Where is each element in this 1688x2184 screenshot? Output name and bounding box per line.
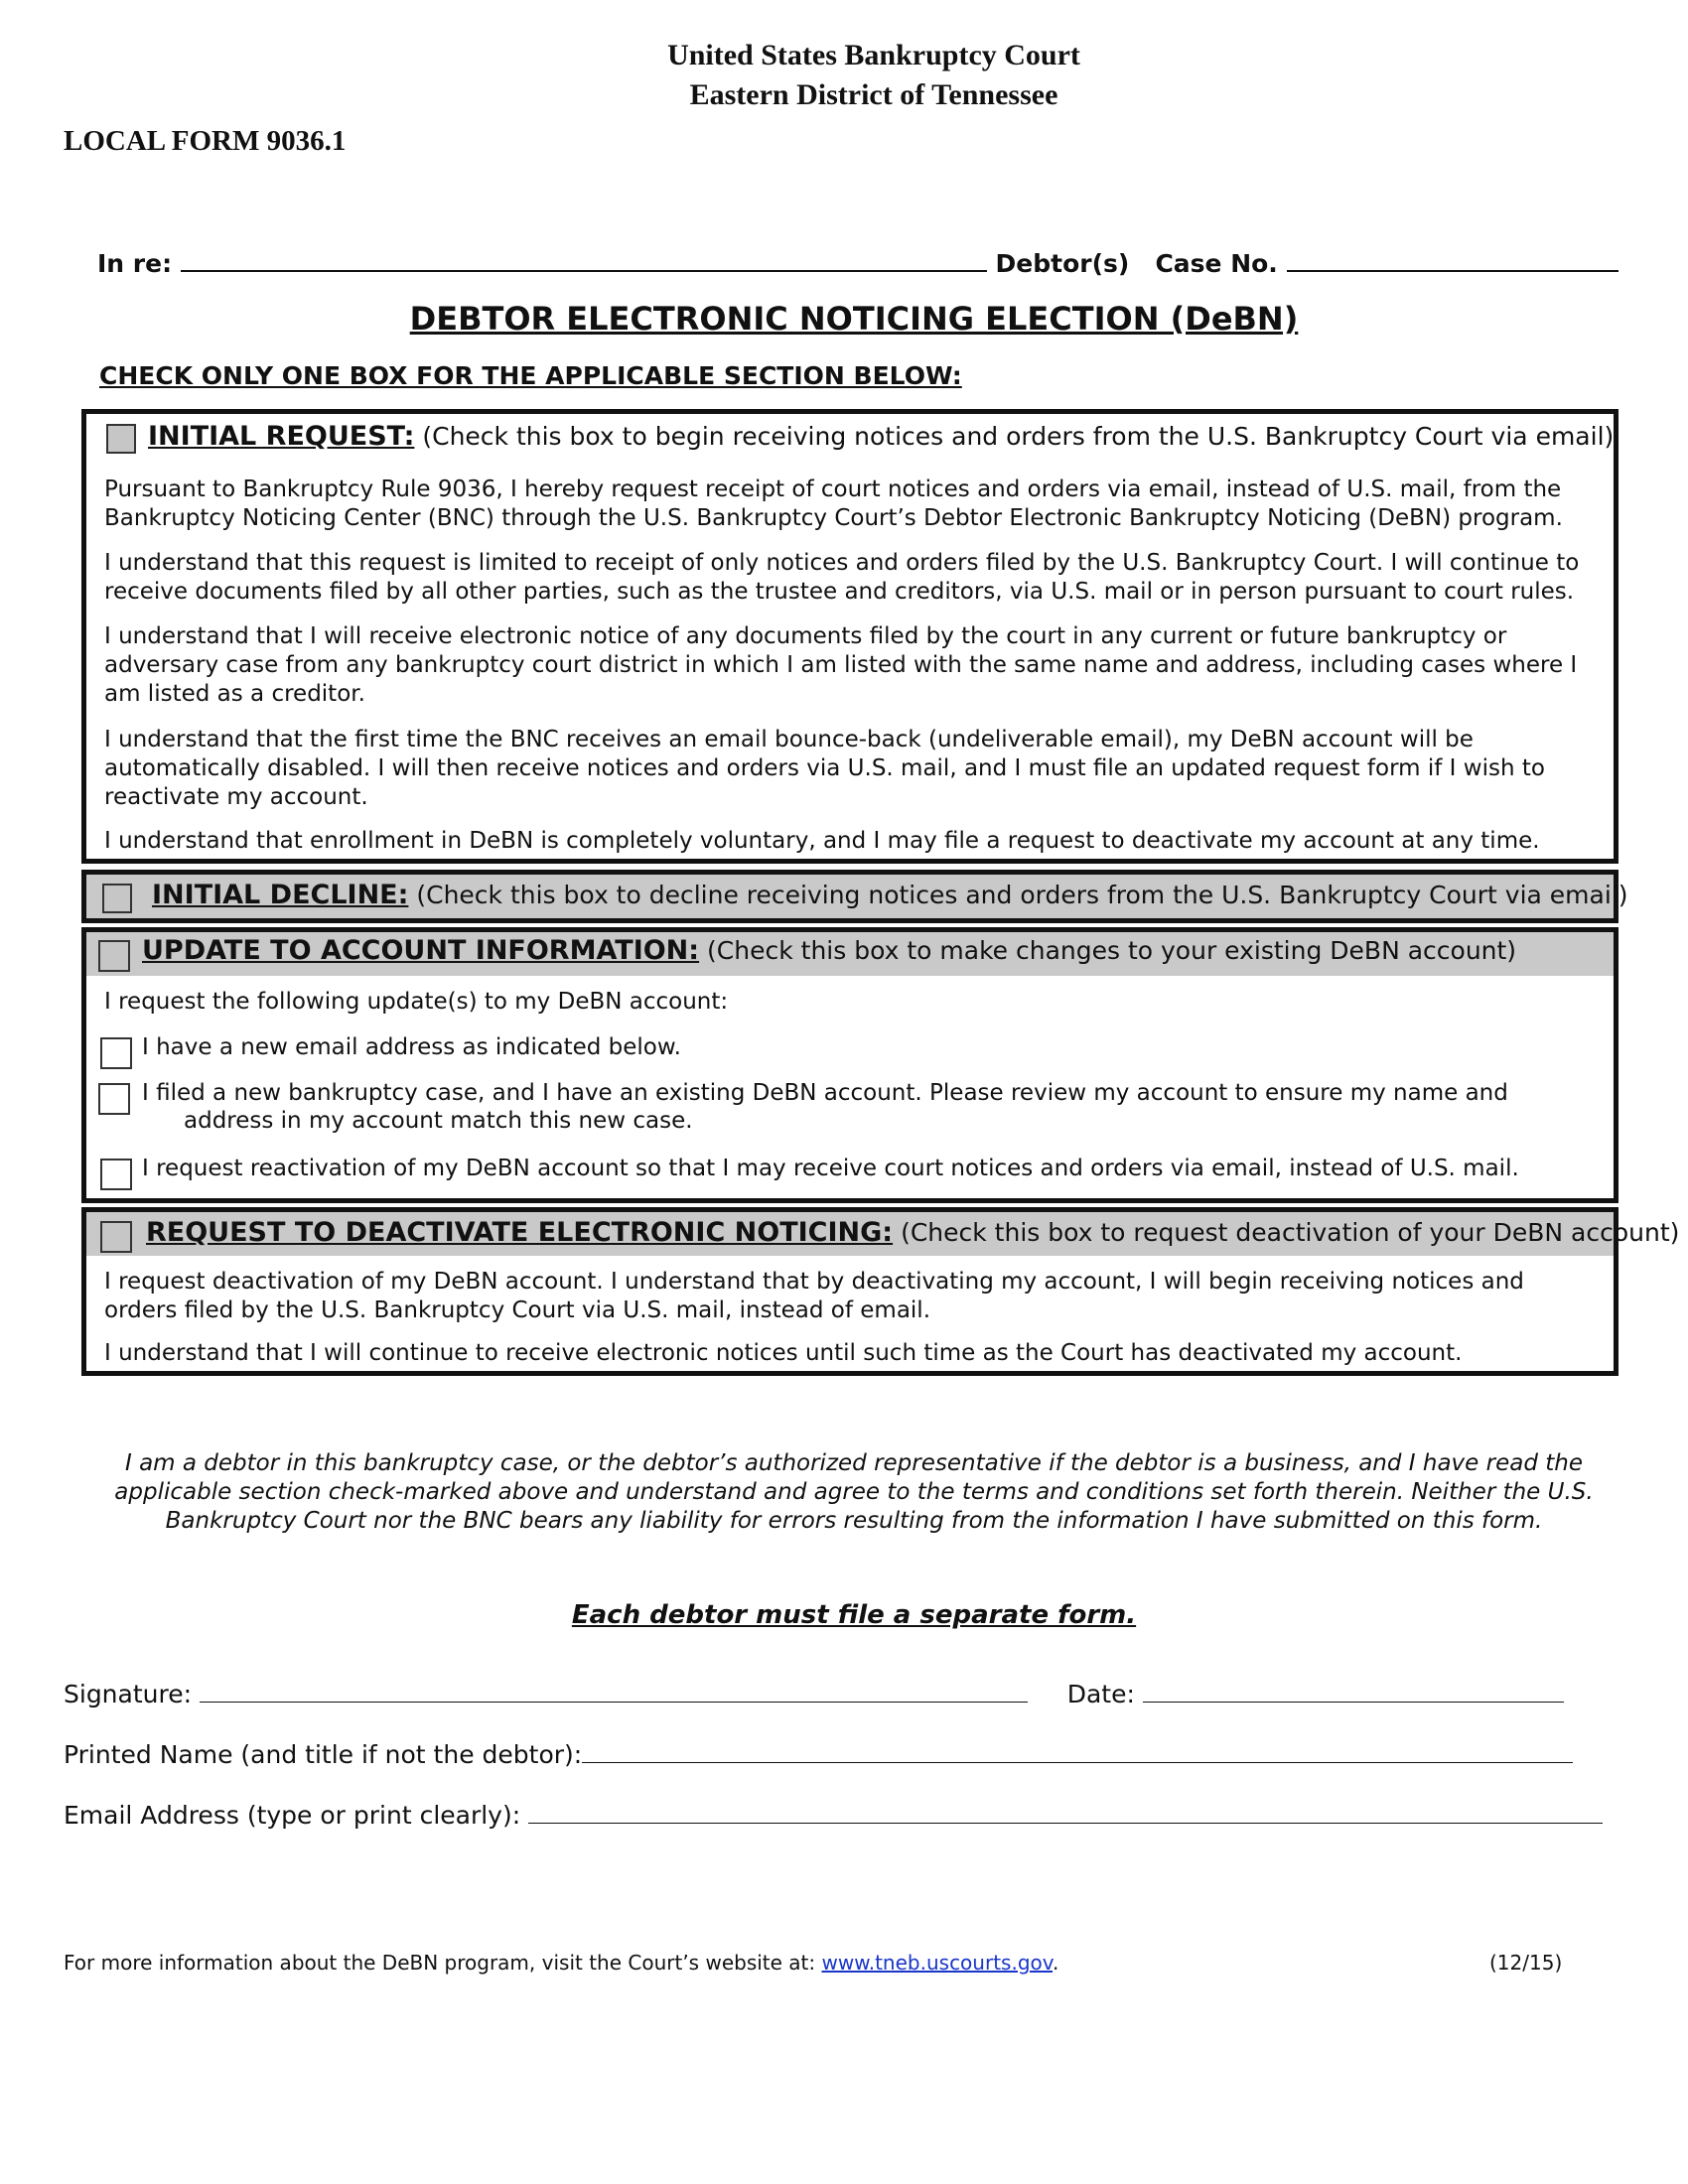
certification-statement: I am a debtor in this bankruptcy case, or the debtor’s authorized representative if the debtor is a business, and I have read the applicable section check-marked above and understand and agree to the terms and conditions set forth therein. Neither the U.S. Bankruptcy Court nor the BNC bears any liability for errors resulting from the information I have submitted on this form. — [114, 1450, 1594, 1534]
local-form-number: LOCAL FORM 9036.1 — [64, 125, 347, 157]
form-title: DEBTOR ELECTRONIC NOTICING ELECTION (DeBN) — [409, 300, 1299, 338]
each-debtor-note: Each debtor must file a separate form. — [571, 1600, 1137, 1630]
debtor-label: Debtor(s) — [995, 249, 1130, 278]
deactivate-para-1: I request deactivation of my DeBN account. I understand that by deactivating my account, I will begin receiving notices and orders filed by the U.S. Bankruptcy Court via U.S. mail, instead of email. — [104, 1269, 1524, 1323]
new-case-checkbox[interactable] — [98, 1083, 130, 1115]
new-email-checkbox[interactable] — [100, 1037, 132, 1069]
deactivate-section — [81, 1207, 1680, 1376]
initial-request-para-4: I understand that the first time the BNC receives an email bounce-back (undeliverable email), my DeBN account will be automatically disabled. I will then receive notices and orders via U.S. mail, and I must file an updated request form if I wish to reactivate my account. — [104, 727, 1545, 810]
initial-decline-note: (Check this box to decline receiving notices and orders from the U.S. Bankruptcy Court via email) — [416, 881, 1628, 909]
initial-request-header — [148, 422, 1614, 452]
case-no-label: Case No. — [1155, 249, 1278, 278]
signature-field[interactable] — [200, 1680, 1028, 1703]
new-email-option: I have a new email address as indicated below. — [142, 1034, 681, 1060]
email-field[interactable] — [528, 1801, 1603, 1824]
instruction: CHECK ONLY ONE BOX FOR THE APPLICABLE SECTION BELOW: — [99, 361, 962, 390]
revision-date: (12/15) — [1489, 1951, 1563, 1975]
deactivate-para-2: I understand that I will continue to receive electronic notices until such time as the Court has deactivated my account. — [104, 1340, 1463, 1366]
email-label: Email Address (type or print clearly): — [64, 1801, 521, 1830]
court-name: United States Bankruptcy Court — [667, 39, 1080, 71]
update-header — [142, 936, 1516, 966]
update-note: (Check this box to make changes to your existing DeBN account) — [707, 936, 1517, 965]
debtor-name-field[interactable] — [181, 244, 987, 272]
signature-label: Signature: — [64, 1680, 193, 1708]
initial-request-label: INITIAL REQUEST: — [148, 421, 415, 452]
printed-name-row — [64, 1740, 1573, 1769]
initial-decline-header — [152, 881, 1627, 910]
initial-decline-checkbox[interactable] — [102, 884, 132, 913]
initial-request-para-1: Pursuant to Bankruptcy Rule 9036, I hereby request receipt of court notices and orders via email, instead of U.S. mail, from the Bankruptcy Noticing Center (BNC) through the U.S. Bankruptcy Court’s Debtor Electronic Bankruptcy Noticing (DeBN) program. — [104, 477, 1563, 531]
signature-row — [64, 1680, 1564, 1708]
initial-request-para-2: I understand that this request is limited to receipt of only notices and orders filed by the U.S. Bankruptcy Court. I will continue to receive documents filed by all other parties, such as the trustee and creditors, via U.S. mail or in person pursuant to court rules. — [104, 550, 1580, 605]
new-case-option-line1: I filed a new bankruptcy case, and I have an existing DeBN account. Please review my account to ensure my name and — [142, 1080, 1508, 1106]
court-district: Eastern District of Tennessee — [689, 78, 1058, 111]
footer-text — [64, 1951, 1058, 1975]
footer-info: For more information about the DeBN program, visit the Court’s website at: — [64, 1951, 816, 1975]
initial-request-checkbox[interactable] — [106, 424, 136, 454]
court-website-link[interactable]: www.tneb.uscourts.gov — [821, 1951, 1054, 1975]
initial-request-section — [81, 409, 1618, 864]
reactivation-option: I request reactivation of my DeBN account so that I may receive court notices and orders via email, instead of U.S. mail. — [142, 1156, 1519, 1181]
date-label: Date: — [1066, 1680, 1135, 1708]
date-field[interactable] — [1143, 1680, 1564, 1703]
deactivate-checkbox[interactable] — [100, 1221, 132, 1253]
update-intro: I request the following update(s) to my DeBN account: — [104, 989, 729, 1015]
update-section — [81, 927, 1618, 1203]
deactivate-label: REQUEST TO DEACTIVATE ELECTRONIC NOTICING: — [146, 1217, 894, 1248]
new-case-option-line2: address in my account match this new case. — [184, 1108, 693, 1134]
deactivate-header — [146, 1218, 1679, 1248]
case-number-field[interactable] — [1287, 244, 1618, 272]
case-line — [97, 244, 1618, 278]
initial-decline-section — [81, 870, 1628, 923]
initial-decline-label: INITIAL DECLINE: — [152, 880, 409, 910]
update-checkbox[interactable] — [98, 940, 130, 972]
email-row — [64, 1801, 1603, 1830]
deactivate-note: (Check this box to request deactivation of your DeBN account) — [901, 1218, 1680, 1247]
update-label: UPDATE TO ACCOUNT INFORMATION: — [142, 935, 700, 966]
printed-name-field[interactable] — [582, 1740, 1573, 1763]
initial-request-para-3: I understand that I will receive electronic notice of any documents filed by the court in any current or future bankruptcy or adversary case from any bankruptcy court district in which I am listed with the same name and address, including cases where I am listed as a creditor. — [104, 623, 1578, 707]
in-re-label: In re: — [97, 249, 173, 278]
reactivation-checkbox[interactable] — [100, 1159, 132, 1190]
initial-request-note: (Check this box to begin receiving notices and orders from the U.S. Bankruptcy Court via email) — [422, 422, 1615, 451]
footer-period: . — [1053, 1951, 1059, 1975]
printed-name-label: Printed Name (and title if not the debtor): — [64, 1740, 583, 1769]
initial-request-para-5: I understand that enrollment in DeBN is completely voluntary, and I may file a request to deactivate my account at any time. — [104, 828, 1540, 854]
